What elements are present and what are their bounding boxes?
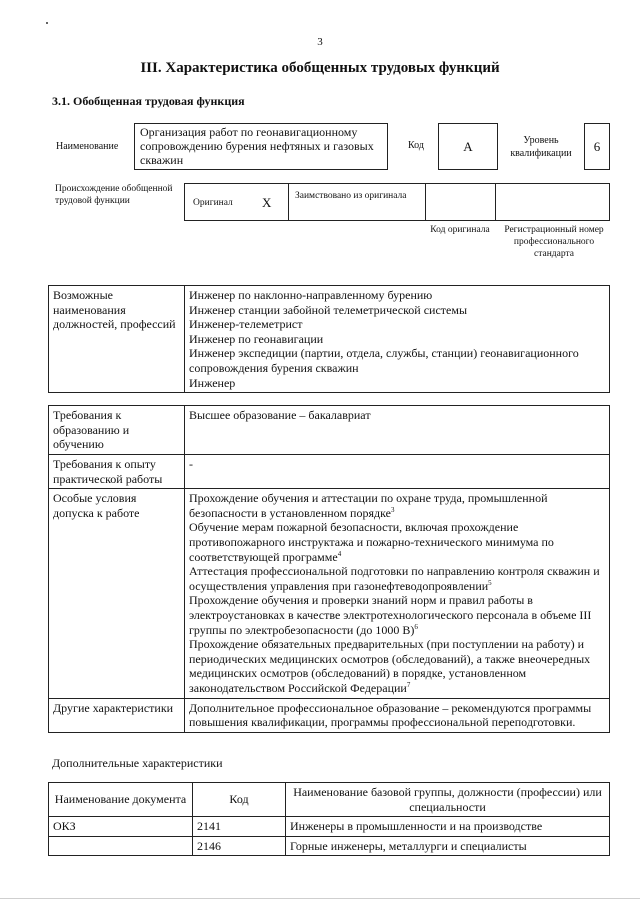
other-value: Дополнительное профессиональное образование – рекомендуются программы повышения квалификации, программы профессиональной переподготовки. [185, 698, 610, 732]
col-doc-header: Наименование документа [49, 783, 193, 817]
experience-label: Требования к опыту практической работы [49, 455, 185, 489]
origin-table [184, 183, 610, 221]
borrowed-label: Заимствовано из оригинала [295, 191, 407, 201]
special-label: Особые условия допуска к работе [49, 489, 185, 698]
additional-heading: Дополнительные характеристики [52, 756, 223, 770]
code-box [438, 123, 498, 170]
code-value: А [463, 139, 473, 154]
section-subtitle: 3.1. Обобщенная трудовая функция [52, 94, 245, 108]
page-number: 3 [317, 36, 323, 48]
position-item: Инженер по наклонно-направленному бурению [189, 288, 433, 302]
table-row [49, 836, 610, 856]
special-list [185, 489, 610, 698]
requirements-table [48, 405, 610, 733]
row-code: 2146 [193, 836, 286, 856]
function-name-box [134, 123, 388, 170]
col-code-header: Код [193, 783, 286, 817]
positions-table [48, 285, 610, 393]
special-item: Обучение мерам пожарной безопасности, включая прохождение противопожарного инструктажа и пожарно-технического минимума по соответствующей программе$^4$ [189, 520, 554, 564]
divider [425, 184, 426, 220]
function-name-value: Организация работ по геонавигационному сопровождению бурения нефтяных и газовых скважин [140, 125, 374, 167]
divider [495, 184, 496, 220]
row-doc [49, 836, 193, 856]
position-item: Инженер по геонавигации [189, 331, 324, 346]
positions-list [185, 286, 610, 393]
footnote-ref: 5 [488, 578, 492, 587]
special-item: Прохождение обучения и проверки знаний норм и правил работы в электроустановках в качестве электротехнологического персонала в объеме III группы по электробезопасности (до 1000 В)$^6$ [189, 593, 592, 637]
col-name-header: Наименование базовой группы, должности (профессии) или специальности [286, 783, 610, 817]
position-item: Инженер станции забойной телеметрической системы [189, 302, 468, 317]
positions-label: Возможные наименования должностей, профессий [49, 286, 185, 393]
divider [288, 184, 289, 220]
row-code: 2141 [193, 817, 286, 837]
position-item: Инженер-телеметрист [189, 317, 303, 332]
page-title: III. Характеристика обобщенных трудовых функций [140, 60, 500, 76]
row-name: Инженеры в промышленности и на производстве [286, 817, 610, 837]
footnote-ref: 6 [414, 622, 418, 631]
education-label: Требования к образованию и обучению [49, 406, 185, 455]
original-label: Оригинал [193, 198, 233, 208]
reg-number-label: Регистрационный номер профессионального стандарта [504, 225, 604, 259]
position-item: Инженер [189, 375, 236, 390]
code-label: Код [408, 140, 424, 151]
code-original-label: Код оригинала [430, 225, 490, 235]
level-label: Уровень квалификации [510, 135, 572, 159]
footnote-ref: 7 [406, 680, 411, 689]
scan-speck [46, 22, 48, 24]
original-mark: Х [262, 195, 272, 210]
footnote-ref: 3 [390, 505, 395, 514]
page-edge [0, 898, 640, 899]
footnote-ref: 4 [337, 549, 342, 558]
table-row [49, 817, 610, 837]
level-value: 6 [593, 139, 601, 154]
origin-label: Происхождение обобщенной трудовой функции [55, 184, 173, 206]
function-name-label: Наименование [56, 141, 119, 152]
additional-table [48, 782, 610, 856]
row-name: Горные инженеры, металлурги и специалисты [286, 836, 610, 856]
position-item: Инженер экспедиции (партии, отдела, службы, станции) геонавигационного сопровождения бурения скважин [189, 346, 579, 375]
special-item: Прохождение обучения и аттестации по охране труда, промышленной безопасности в установленном порядке$^3$ [189, 491, 548, 520]
special-item: Прохождение обязательных предварительных (при поступлении на работу) и периодических медицинских осмотров (обследований), а также внеочередных медицинских осмотров (обследований) в порядке, установленном законодательством Российской Федерации$^7$ [189, 637, 591, 695]
other-label: Другие характеристики [49, 698, 185, 732]
education-value: Высшее образование – бакалавриат [185, 406, 610, 455]
special-item: Аттестация профессиональной подготовки по направлению контроля скважин и осуществления управления при газонефтеводопроявлении$^5$ [189, 564, 600, 593]
experience-value: - [185, 455, 610, 489]
row-doc: ОКЗ [49, 817, 193, 837]
level-box [584, 123, 610, 170]
